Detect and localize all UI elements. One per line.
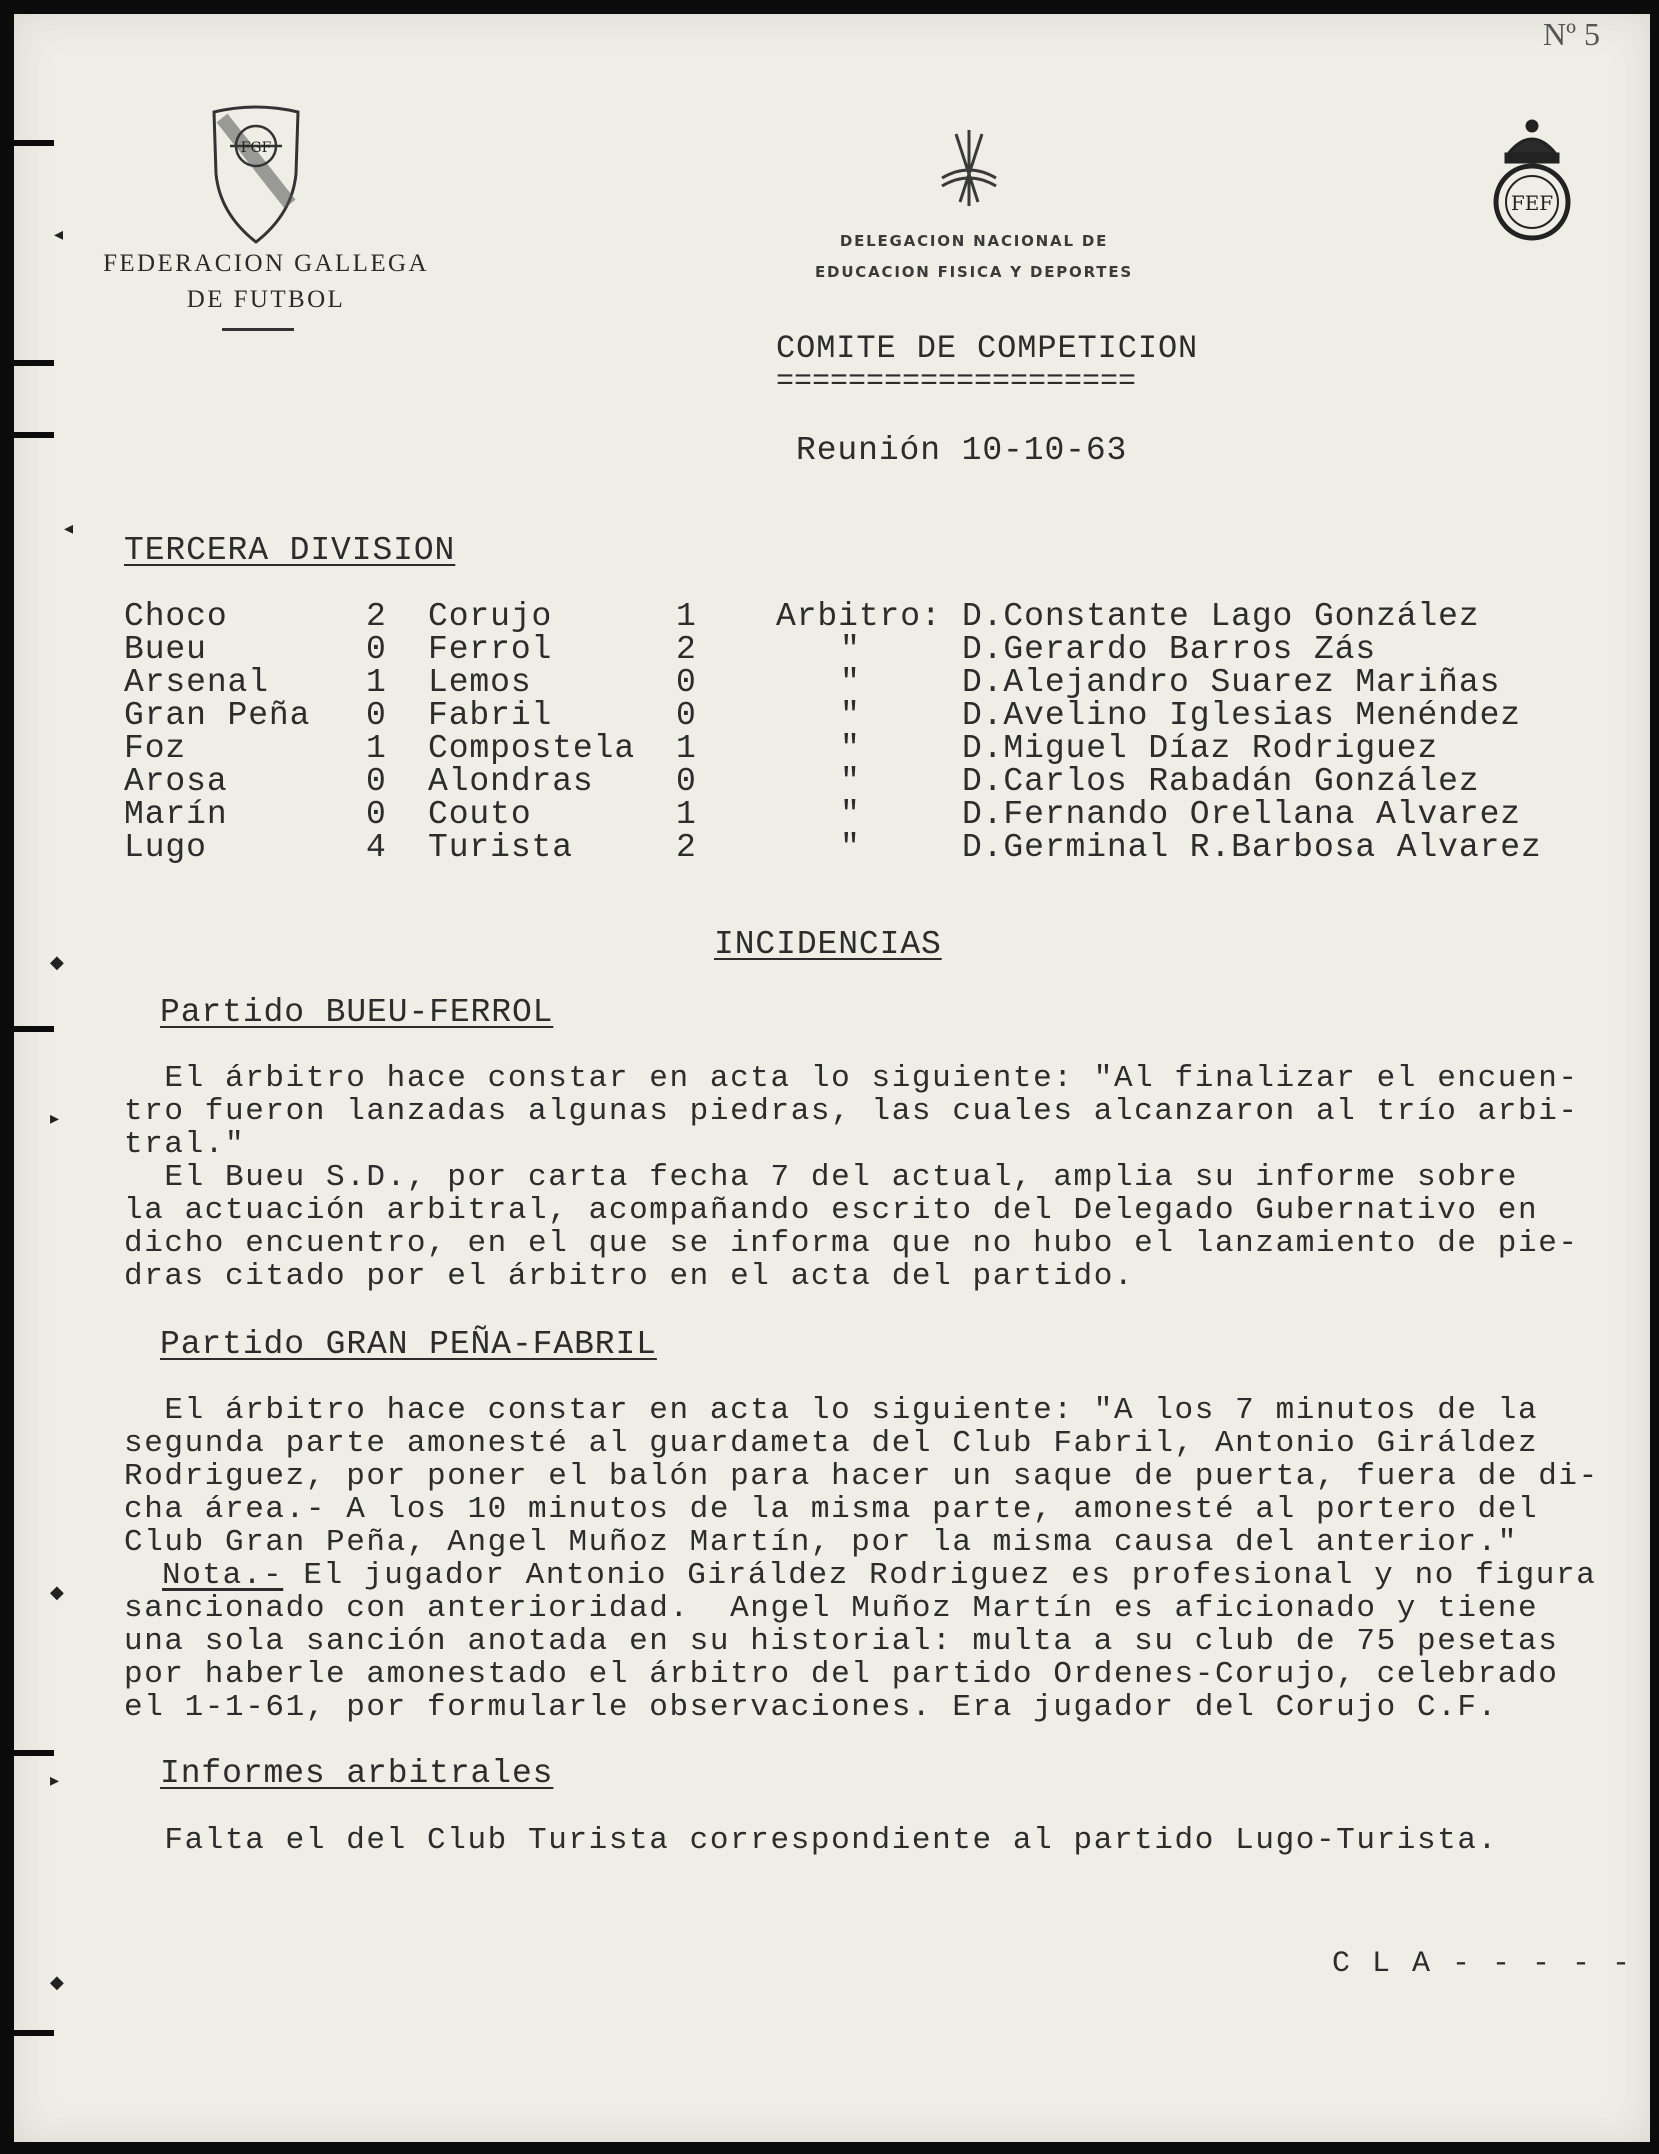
home-team: Bueu bbox=[124, 631, 207, 668]
referee-name: D.Fernando Orellana Alvarez bbox=[962, 796, 1521, 833]
yoke-arrows-emblem-icon bbox=[934, 126, 1004, 212]
tick-mark: ◆ bbox=[50, 952, 64, 973]
note-paragraph bbox=[124, 1559, 1634, 1592]
referee-name: D.Miguel Díaz Rodriguez bbox=[962, 730, 1439, 767]
note-first-line: El jugador Antonio Giráldez Rodriguez es profesional y no figura bbox=[283, 1558, 1597, 1593]
away-goals: 0 bbox=[676, 697, 697, 734]
result-row bbox=[14, 666, 1634, 699]
away-team: Fabril bbox=[428, 697, 553, 734]
away-goals: 2 bbox=[676, 631, 697, 668]
binder-hole bbox=[14, 432, 54, 438]
home-goals: 2 bbox=[366, 598, 387, 635]
result-row bbox=[14, 600, 1634, 633]
home-goals: 4 bbox=[366, 829, 387, 866]
tick-mark: ◆ bbox=[50, 1582, 64, 1603]
tick-mark: ◂ bbox=[64, 518, 74, 539]
federation-name-line2: DE FUTBOL bbox=[186, 286, 346, 313]
home-team: Arsenal bbox=[124, 664, 269, 701]
section-heading-informes: Informes arbitrales bbox=[160, 1755, 554, 1792]
referee-name: D.Avelino Iglesias Menéndez bbox=[962, 697, 1521, 734]
result-row bbox=[14, 699, 1634, 732]
referee-name: D.Constante Lago González bbox=[962, 598, 1480, 635]
tick-mark: ◆ bbox=[50, 1972, 64, 1993]
federation-shield-icon bbox=[208, 104, 304, 244]
result-row bbox=[14, 633, 1634, 666]
home-team: Gran Peña bbox=[124, 697, 311, 734]
federation-name-line1: FEDERACION GALLEGA bbox=[103, 250, 429, 277]
referee-name: D.Germinal R.Barbosa Alvarez bbox=[962, 829, 1542, 866]
home-goals: 0 bbox=[366, 796, 387, 833]
away-team: Lemos bbox=[428, 664, 532, 701]
incident-paragraph: El árbitro hace constar en acta lo siguiente: "Al finalizar el encuen- tro fueron lanzadas algunas piedras, las cuales alcanzaron al trío arbi- tral." bbox=[124, 1061, 1579, 1162]
binder-hole bbox=[14, 140, 54, 146]
binder-hole bbox=[14, 360, 54, 366]
section-heading-gran-pena-fabril: Partido GRAN PEÑA-FABRIL bbox=[160, 1326, 657, 1363]
home-team: Arosa bbox=[124, 763, 228, 800]
away-team: Compostela bbox=[428, 730, 636, 767]
tick-mark: ▸ bbox=[50, 1108, 60, 1129]
ditto-mark: " bbox=[840, 763, 861, 800]
binder-hole bbox=[14, 1750, 54, 1756]
delegation-line1: DELEGACION NACIONAL DE bbox=[839, 232, 1109, 250]
home-goals: 1 bbox=[366, 664, 387, 701]
away-goals: 1 bbox=[676, 796, 697, 833]
away-goals: 0 bbox=[676, 664, 697, 701]
home-goals: 0 bbox=[366, 763, 387, 800]
note-label: Nota.- bbox=[162, 1558, 284, 1593]
away-team: Corujo bbox=[428, 598, 553, 635]
tick-mark: ◂ bbox=[54, 224, 64, 245]
meeting-date: Reunión 10-10-63 bbox=[796, 432, 1128, 469]
away-goals: 1 bbox=[676, 730, 697, 767]
home-goals: 0 bbox=[366, 697, 387, 734]
referee-name: D.Carlos Rabadán González bbox=[962, 763, 1480, 800]
ditto-mark: " bbox=[840, 697, 861, 734]
away-goals: 2 bbox=[676, 829, 697, 866]
typist-initials: C L A - - - - - bbox=[1332, 1947, 1633, 1981]
binder-hole bbox=[14, 2030, 54, 2036]
home-team: Foz bbox=[124, 730, 187, 767]
section-heading-bueu-ferrol: Partido BUEU-FERROL bbox=[160, 994, 554, 1031]
home-team: Marín bbox=[124, 796, 228, 833]
ditto-mark: " bbox=[840, 829, 861, 866]
result-row bbox=[14, 798, 1634, 831]
away-team: Alondras bbox=[428, 763, 594, 800]
incident-paragraph: El árbitro hace constar en acta lo siguiente: "A los 7 minutos de la segunda parte amonesté al guardameta del Club Fabril, Antonio Giráldez Rodriguez, por poner el balón para hacer un saque de puerta, fuera de di- cha área.- A los 10 minutos de la misma parte, amonesté al portero del Club Gran Peña, Angel Muñoz Martín, por la misma causa del anterior." bbox=[124, 1393, 1599, 1560]
away-team: Couto bbox=[428, 796, 532, 833]
away-goals: 0 bbox=[676, 763, 697, 800]
delegation-line2: EDUCACION FISICA Y DEPORTES bbox=[815, 263, 1133, 281]
crest-monogram: FGF bbox=[240, 140, 272, 156]
home-goals: 1 bbox=[366, 730, 387, 767]
incident-paragraph: El Bueu S.D., por carta fecha 7 del actual, amplia su informe sobre la actuación arbitral, acompañando escrito del Delegado Gubernativo en dicho encuentro, en el que se informa que no hubo el lanzamiento de pie- dras citado por el árbitro en el acta del partido. bbox=[124, 1160, 1579, 1294]
note-paragraph-continued: sancionado con anterioridad. Angel Muñoz Martín es aficionado y tiene una sola sanción anotada en su historial: multa a su club de 75 pesetas por haberle amonestado el árbitro del partido Ordenes-Corujo, celebrado el 1-1-61, por formularle observaciones. Era jugador del Corujo C.F. bbox=[124, 1591, 1559, 1725]
royal-federation-crest-icon bbox=[1490, 114, 1574, 244]
page-title: COMITE DE COMPETICION bbox=[776, 330, 1199, 367]
result-row bbox=[14, 732, 1634, 765]
informes-paragraph: Falta el del Club Turista correspondiente al partido Lugo-Turista. bbox=[124, 1823, 1498, 1858]
away-team: Ferrol bbox=[428, 631, 553, 668]
referee-name: D.Gerardo Barros Zás bbox=[962, 631, 1377, 668]
result-row bbox=[14, 831, 1634, 864]
ditto-mark: " bbox=[840, 631, 861, 668]
page-number: Nº 5 bbox=[1542, 16, 1600, 52]
result-row bbox=[14, 765, 1634, 798]
home-team: Choco bbox=[124, 598, 228, 635]
away-team: Turista bbox=[428, 829, 573, 866]
document-page bbox=[14, 14, 1650, 2142]
home-team: Lugo bbox=[124, 829, 207, 866]
title-rule: ==================== bbox=[776, 365, 1137, 399]
divider bbox=[222, 328, 294, 331]
referee-name: D.Alejandro Suarez Mariñas bbox=[962, 664, 1501, 701]
binder-hole bbox=[14, 1026, 54, 1032]
ditto-mark: " bbox=[840, 796, 861, 833]
home-goals: 0 bbox=[366, 631, 387, 668]
division-heading: TERCERA DIVISION bbox=[124, 532, 456, 569]
ditto-mark: " bbox=[840, 664, 861, 701]
incidencias-heading: INCIDENCIAS bbox=[714, 926, 942, 963]
ditto-mark: " bbox=[840, 730, 861, 767]
crest-monogram: FEF bbox=[1510, 191, 1554, 215]
referee-label: Arbitro: bbox=[776, 598, 942, 635]
away-goals: 1 bbox=[676, 598, 697, 635]
tick-mark: ▸ bbox=[50, 1770, 60, 1791]
